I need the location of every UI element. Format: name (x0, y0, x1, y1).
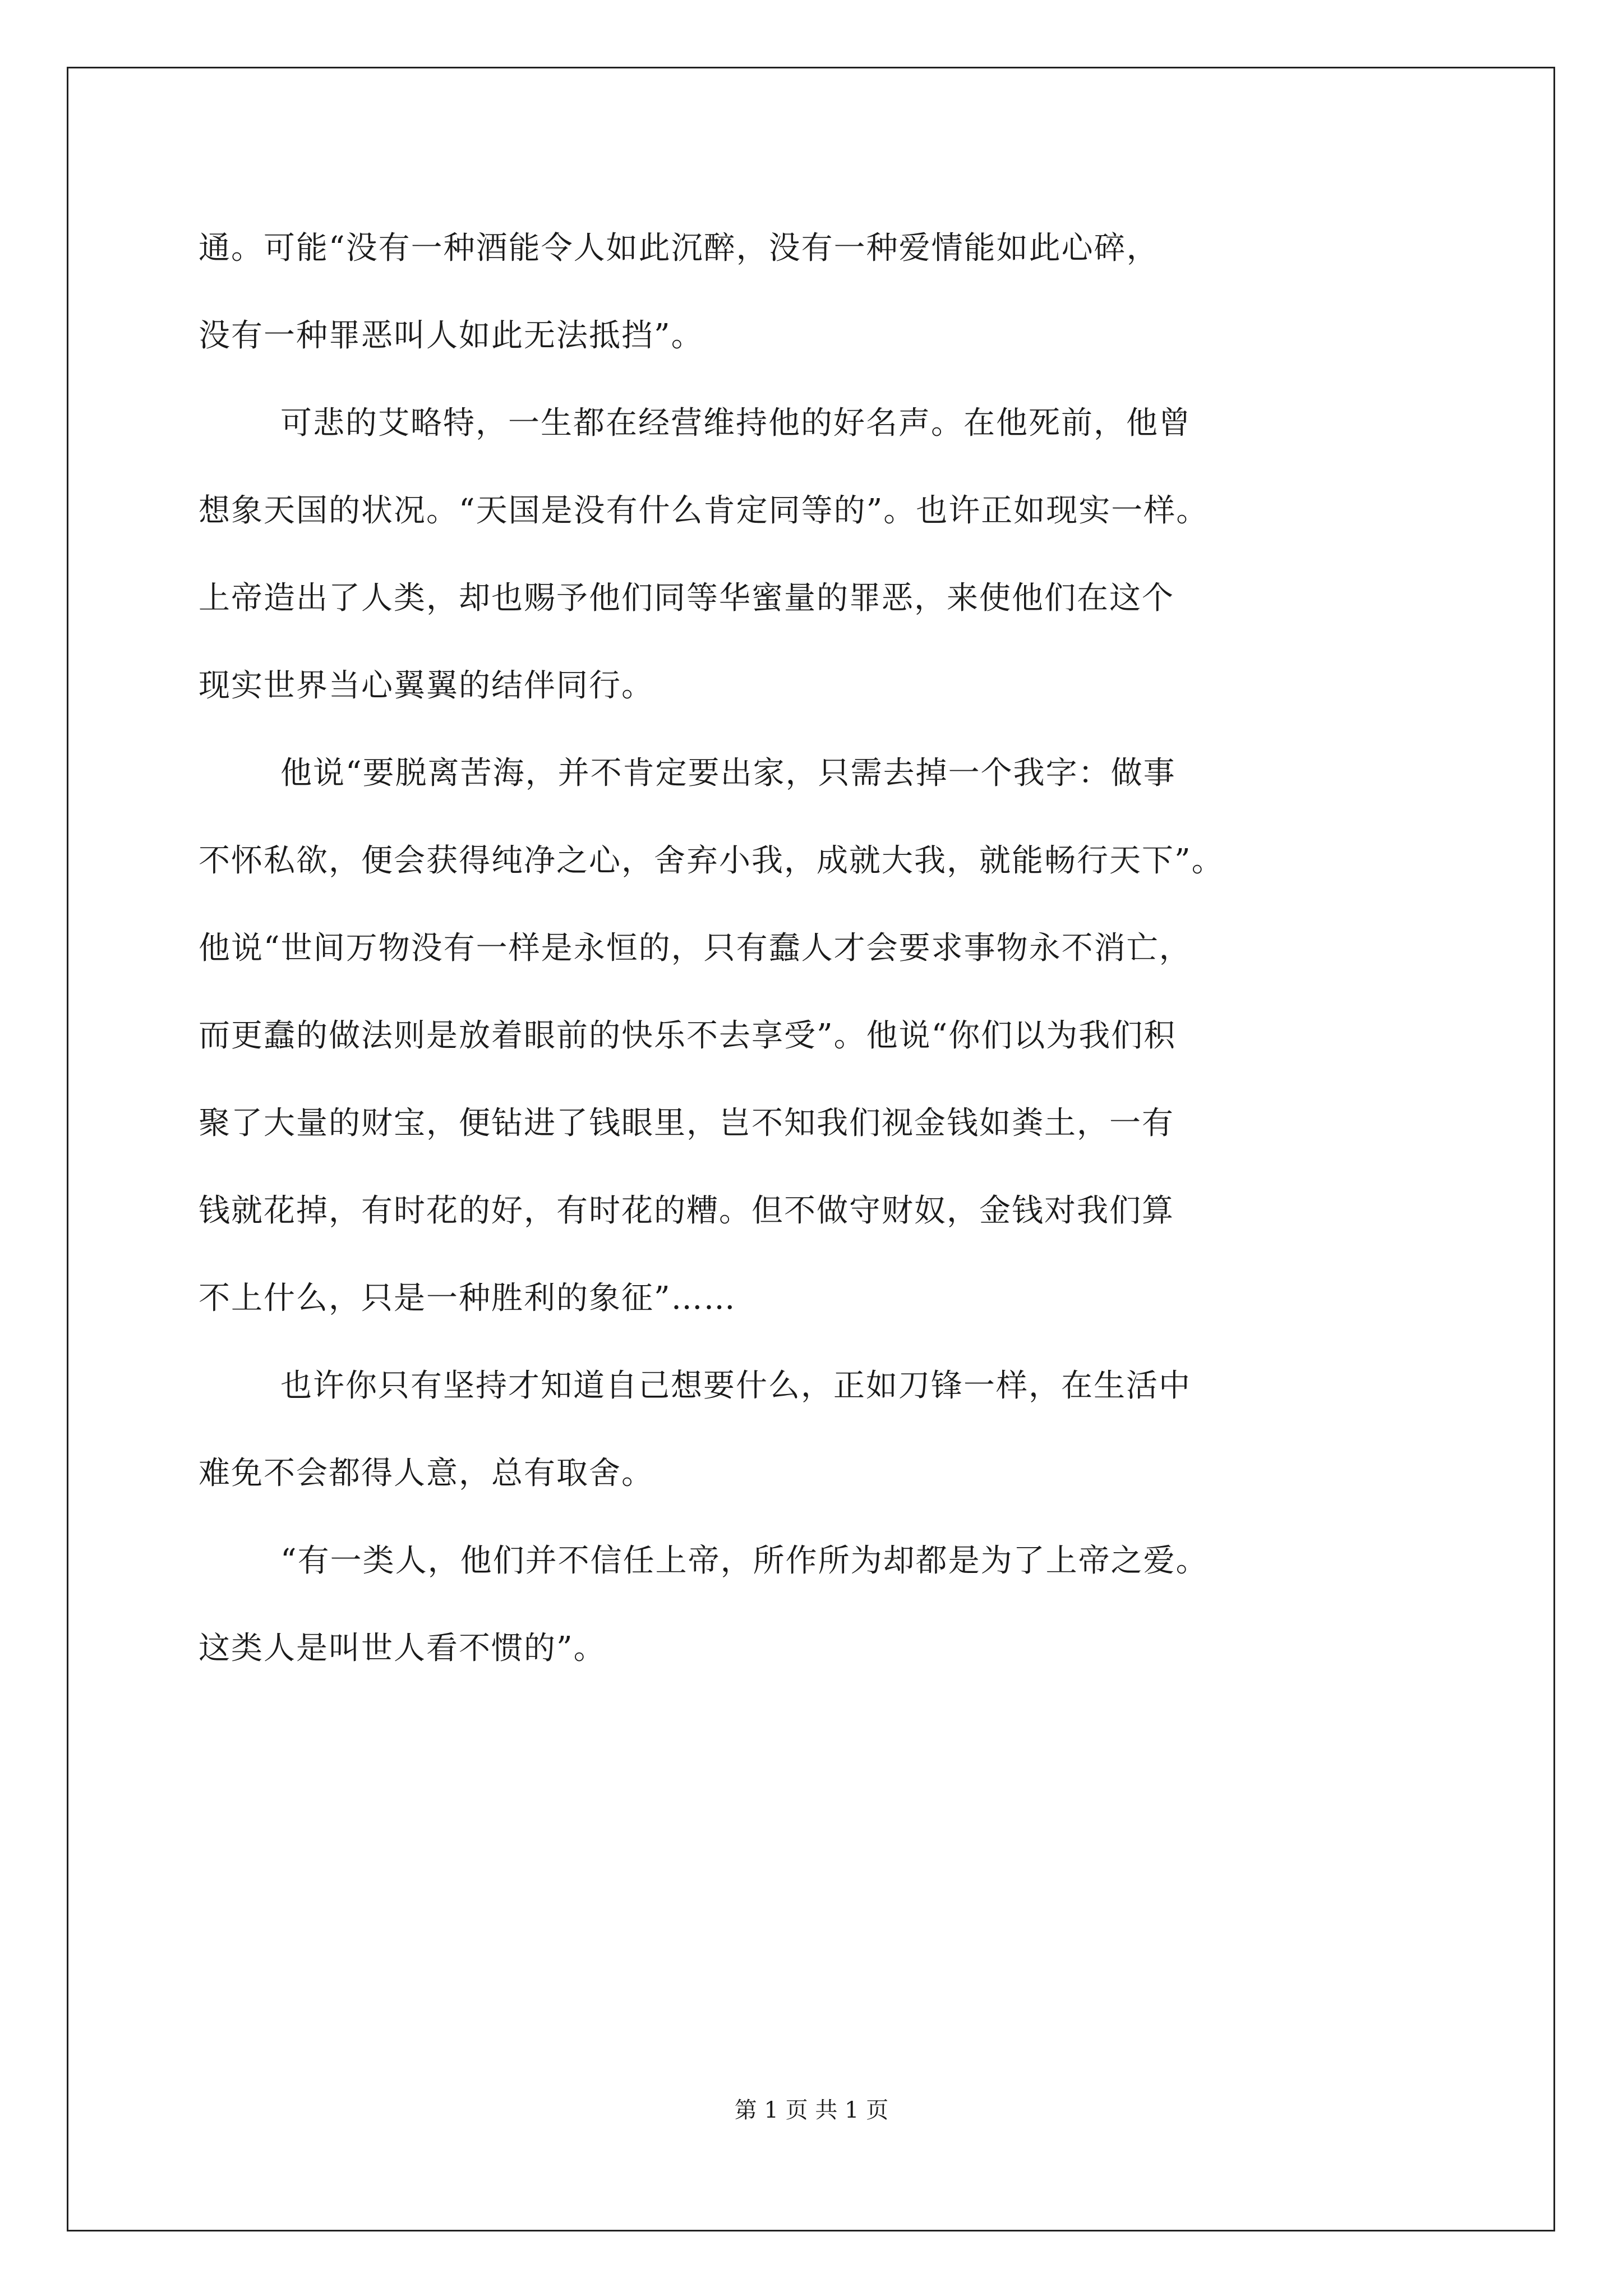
page-number-footer: 第 1 页 共 1 页 (734, 2097, 889, 2123)
text-line: 想象天国的状况。“天国是没有什么肯定同等的”。也许正如现实一样。 (199, 493, 1209, 529)
paragraph-start-line: 他说“要脱离苦海，并不肯定要出家，只需去掉一个我字：做事 (280, 755, 1176, 792)
text-line: 没有一种罪恶叫人如此无法抵挡”。 (199, 318, 704, 354)
text-line: 钱就花掉，有时花的好，有时花的糟。但不做守财奴，金钱对我们算 (199, 1193, 1174, 1229)
paragraph-start-line: 也许你只有坚持才知道自己想要什么，正如刀锋一样，在生活中 (280, 1368, 1191, 1404)
text-line: 不上什么，只是一种胜利的象征”…… (199, 1280, 736, 1317)
text-line: 聚了大量的财宝，便钻进了钱眼里，岂不知我们视金钱如粪土，一有 (199, 1105, 1174, 1142)
text-line: 不怀私欲，便会获得纯净之心，舍弃小我，成就大我，就能畅行天下”。 (199, 843, 1224, 879)
document-body (199, 205, 1432, 1692)
text-line: 这类人是叫世人看不惯的”。 (199, 1630, 606, 1667)
text-line: 而更蠢的做法则是放着眼前的快乐不去享受”。他说“你们以为我们积 (199, 1018, 1177, 1054)
text-line: 现实世界当心翼翼的结伴同行。 (199, 668, 654, 704)
text-line: 难免不会都得人意，总有取舍。 (199, 1455, 654, 1492)
text-line: 通。可能“没有一种酒能令人如此沉醉，没有一种爱情能如此心碎， (199, 230, 1159, 266)
text-line: 他说“世间万物没有一样是永恒的，只有蠢人才会要求事物永不消亡， (199, 930, 1192, 967)
paragraph-start-line: “有一类人，他们并不信任上帝，所作所为却都是为了上帝之爱。 (280, 1543, 1209, 1579)
text-line: 上帝造出了人类，却也赐予他们同等华蜜量的罪恶，来使他们在这个 (199, 580, 1174, 616)
paragraph-start-line: 可悲的艾略特，一生都在经营维持他的好名声。在他死前，他曾 (280, 405, 1191, 441)
